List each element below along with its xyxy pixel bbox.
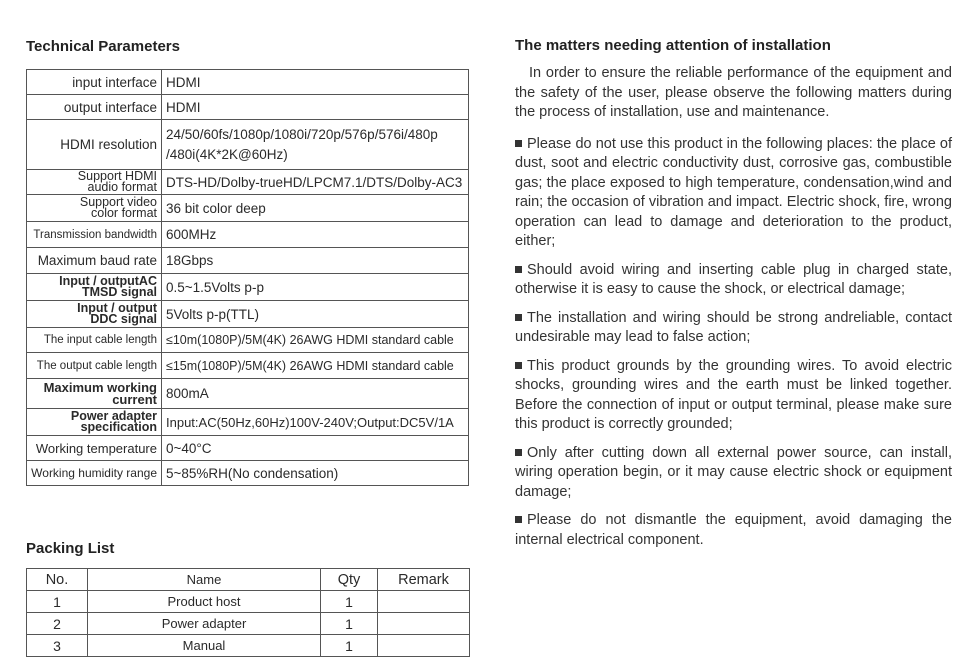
bullet-text: This product grounds by the grounding wires. To avoid electric shocks, grounding wires and the earth must be linked together. Before the connection of input or output terminal, please make sure this product is correctly grounded;: [515, 357, 952, 432]
param-label-line: Support video: [79, 195, 157, 209]
param-value-line: 24/50/60fs/1080p/1080i/720p/576p/576i/480p: [166, 126, 438, 142]
param-label: [27, 195, 162, 222]
param-label-line: specification: [80, 420, 157, 434]
installation-title: The matters needing attention of installation: [515, 37, 831, 54]
intro-paragraph: In order to ensure the reliable performance of the equipment and the safety of the user, please observe the following matters during the process of installation, use and maintenance.: [515, 65, 952, 120]
param-label-line: Input / output: [77, 301, 157, 315]
param-value: ≤10m(1080P)/5M(4K) 26AWG HDMI standard cable: [162, 328, 469, 353]
table-row: [27, 222, 469, 248]
square-bullet-icon: [515, 362, 522, 369]
param-label: HDMI resolution: [27, 120, 162, 170]
bullet-text: Please do not dismantle the equipment, avoid damaging the internal electrical component.: [515, 512, 952, 548]
param-label: Working humidity range: [27, 461, 162, 486]
bullet-text: The installation and wiring should be strong andreliable, contact undesirable may lead to false action;: [515, 309, 952, 345]
param-label-line: Support HDMI: [77, 169, 157, 183]
param-label: [27, 409, 162, 436]
param-label: [27, 274, 162, 301]
param-label-line: current: [112, 391, 157, 407]
param-value: 5Volts p-p(TTL): [162, 301, 469, 328]
param-label: Maximum baud rate: [27, 248, 162, 274]
bullet-text: Only after cutting down all external power source, can install, wiring operation begin, or it may cause electric shock or equipment damage;: [515, 444, 952, 500]
square-bullet-icon: [515, 266, 522, 273]
param-label-line: audio format: [87, 180, 157, 194]
table-row: [27, 328, 469, 353]
param-value-line: /480i(4K*2K@60Hz): [166, 146, 288, 162]
table-row: [27, 95, 469, 120]
bullet-item: [515, 309, 952, 348]
param-value: ≤15m(1080P)/5M(4K) 26AWG HDMI standard cable: [162, 353, 469, 379]
param-value: HDMI: [162, 70, 469, 95]
table-row: [27, 635, 470, 657]
square-bullet-icon: [515, 314, 522, 321]
cell-no: 1: [27, 591, 88, 613]
square-bullet-icon: [515, 516, 522, 523]
installation-notes: [515, 64, 952, 559]
cell-remark: [378, 591, 470, 613]
square-bullet-icon: [515, 140, 522, 147]
param-label-line: TMSD signal: [81, 285, 157, 299]
header-qty: Qty: [321, 569, 378, 591]
packing-list-table: [26, 568, 470, 657]
cell-no: 3: [27, 635, 88, 657]
table-header-row: [27, 569, 470, 591]
table-row: [27, 170, 469, 195]
cell-name: Product host: [88, 591, 321, 613]
param-label-line: Input / outputAC: [59, 274, 157, 288]
param-label-line: Power adapter: [70, 409, 157, 423]
bullet-item: [515, 444, 952, 503]
cell-qty: 1: [321, 613, 378, 635]
bullet-item: [515, 261, 952, 300]
table-row: [27, 120, 469, 170]
param-label: The output cable length: [27, 353, 162, 379]
bullet-item: [515, 511, 952, 550]
param-value: 600MHz: [162, 222, 469, 248]
table-row: [27, 461, 469, 486]
table-row: [27, 195, 469, 222]
param-label: Transmission bandwidth: [27, 222, 162, 248]
header-no: No.: [27, 569, 88, 591]
table-row: [27, 70, 469, 95]
technical-parameters-table: [26, 69, 469, 486]
table-row: [27, 613, 470, 635]
param-value: 36 bit color deep: [162, 195, 469, 222]
cell-remark: [378, 635, 470, 657]
param-value: 5~85%RH(No condensation): [162, 461, 469, 486]
header-remark: Remark: [378, 569, 470, 591]
cell-qty: 1: [321, 635, 378, 657]
bullet-text: Should avoid wiring and inserting cable plug in charged state, otherwise it is easy to cause the shock, or electrical damage;: [515, 261, 952, 297]
param-label: [27, 379, 162, 409]
param-label: [27, 301, 162, 328]
param-value: DTS-HD/Dolby-trueHD/LPCM7.1/DTS/Dolby-AC3: [162, 170, 469, 195]
param-label-line: color format: [91, 206, 157, 220]
param-value: 18Gbps: [162, 248, 469, 274]
bullet-item: [515, 357, 952, 435]
table-row: [27, 274, 469, 301]
param-value: 0~40°C: [162, 436, 469, 461]
param-value: 800mA: [162, 379, 469, 409]
table-row: [27, 436, 469, 461]
table-row: [27, 353, 469, 379]
cell-name: Manual: [88, 635, 321, 657]
bullet-text: Please do not use this product in the following places: the place of dust, soot and electric conductivity dust, corrosive gas, combustible gas; the place exposed to high temperature, condensation,wind and rain; the occasion of vibration and impact. Electric shock, fire, wrong operation can lead to damage and deterioration to the product, either;: [515, 135, 952, 249]
cell-qty: 1: [321, 591, 378, 613]
bullet-item: [515, 135, 952, 252]
param-label: The input cable length: [27, 328, 162, 353]
square-bullet-icon: [515, 449, 522, 456]
header-name: Name: [88, 569, 321, 591]
table-row: [27, 301, 469, 328]
packing-list-title: Packing List: [26, 540, 115, 557]
param-label: output interface: [27, 95, 162, 120]
cell-no: 2: [27, 613, 88, 635]
table-row: [27, 379, 469, 409]
param-value: Input:AC(50Hz,60Hz)100V-240V;Output:DC5V/1A: [162, 409, 469, 436]
param-label: Working temperature: [27, 436, 162, 461]
param-value: 0.5~1.5Volts p-p: [162, 274, 469, 301]
cell-name: Power adapter: [88, 613, 321, 635]
param-value: [162, 120, 469, 170]
param-value: HDMI: [162, 95, 469, 120]
param-label: [27, 170, 162, 195]
param-label: input interface: [27, 70, 162, 95]
table-row: [27, 409, 469, 436]
cell-remark: [378, 613, 470, 635]
technical-parameters-title: Technical Parameters: [26, 38, 180, 55]
table-row: [27, 591, 470, 613]
param-label-line: Maximum working: [43, 379, 157, 395]
param-label-line: DDC signal: [90, 312, 157, 326]
table-row: [27, 248, 469, 274]
